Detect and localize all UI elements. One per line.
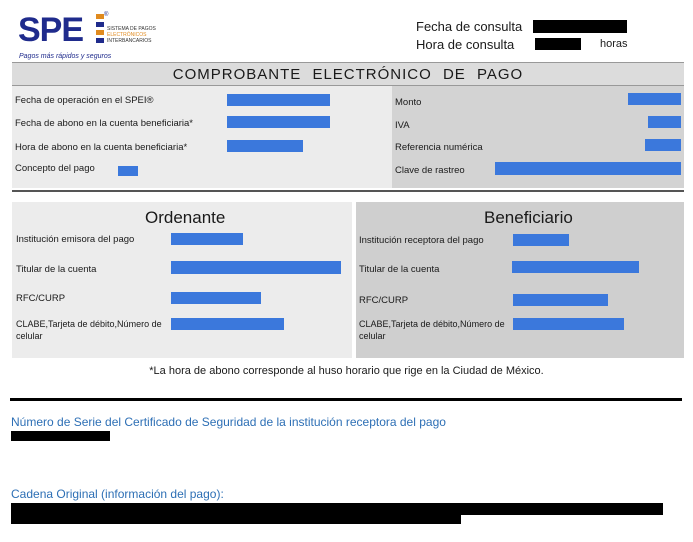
clave-rastreo-redacted — [495, 162, 681, 175]
ordenante-titular-label: Titular de la cuenta — [16, 264, 97, 275]
logo-subtitle: SISTEMA DE PAGOS ELECTRÓNICOS INTERBANCARIOS — [107, 26, 156, 44]
page-title: COMPROBANTE ELECTRÓNICO DE PAGO — [172, 66, 524, 83]
institucion-receptora-redacted — [513, 234, 569, 246]
cadena-original-redacted-line2 — [11, 515, 461, 524]
serie-certificado-label: Número de Serie del Certificado de Seguridad de la institución receptora del pago — [11, 415, 446, 429]
horas-suffix: horas — [600, 38, 628, 50]
hora-abono-redacted — [227, 140, 303, 152]
beneficiario-clabe-redacted — [513, 318, 624, 330]
institucion-receptora-label: Institución receptora del pago — [359, 235, 484, 246]
iva-label: IVA — [395, 120, 410, 131]
logo-tagline: Pagos más rápidos y seguros — [19, 53, 112, 60]
concepto-redacted — [118, 166, 138, 176]
iva-redacted — [648, 116, 681, 128]
fecha-abono-redacted — [227, 116, 330, 128]
ordenante-clabe-label: CLABE,Tarjeta de débito,Número de celular — [16, 319, 162, 341]
fecha-operacion-label: Fecha de operación en el SPEI® — [15, 95, 154, 106]
section-divider — [12, 190, 684, 192]
ordenante-rfc-redacted — [171, 292, 261, 304]
horizontal-rule — [10, 398, 682, 401]
referencia-label: Referencia numérica — [395, 142, 483, 153]
cadena-original-redacted-line1 — [11, 503, 663, 515]
registered-mark: ® — [104, 12, 109, 18]
beneficiario-rfc-redacted — [513, 294, 608, 306]
ordenante-title: Ordenante — [145, 208, 226, 227]
footnote: *La hora de abono corresponde al huso horario que rige en la Ciudad de México. — [149, 365, 544, 377]
ordenante-titular-redacted — [171, 261, 341, 274]
hora-consulta-label: Hora de consulta — [416, 37, 515, 52]
spei-logo-mark-icon — [96, 14, 104, 44]
fecha-operacion-redacted — [227, 94, 330, 106]
spei-logo-word: SPE — [18, 11, 84, 49]
title-bar — [12, 62, 684, 86]
monto-redacted — [628, 93, 681, 105]
beneficiario-titular-label: Titular de la cuenta — [359, 264, 440, 275]
concepto-label: Concepto del pago — [15, 163, 95, 174]
beneficiario-clabe-label: CLABE,Tarjeta de débito,Número de celular — [359, 319, 505, 341]
fecha-consulta-label: Fecha de consulta — [416, 19, 523, 34]
serie-certificado-redacted — [11, 431, 110, 441]
fecha-abono-label: Fecha de abono en la cuenta beneficiaria* — [15, 118, 193, 129]
hora-consulta-redacted — [535, 38, 581, 50]
ordenante-rfc-label: RFC/CURP — [16, 293, 66, 304]
clave-rastreo-label: Clave de rastreo — [395, 165, 465, 176]
referencia-redacted — [645, 139, 681, 151]
beneficiario-rfc-label: RFC/CURP — [359, 295, 409, 306]
ordenante-clabe-redacted — [171, 318, 284, 330]
institucion-emisora-redacted — [171, 233, 243, 245]
beneficiario-titular-redacted — [512, 261, 639, 273]
fecha-consulta-redacted — [533, 20, 627, 33]
hora-abono-label: Hora de abono en la cuenta beneficiaria* — [15, 142, 188, 153]
institucion-emisora-label: Institución emisora del pago — [16, 234, 135, 245]
monto-label: Monto — [395, 97, 422, 108]
beneficiario-title: Beneficiario — [484, 208, 573, 227]
cadena-original-label: Cadena Original (información del pago): — [11, 487, 224, 501]
